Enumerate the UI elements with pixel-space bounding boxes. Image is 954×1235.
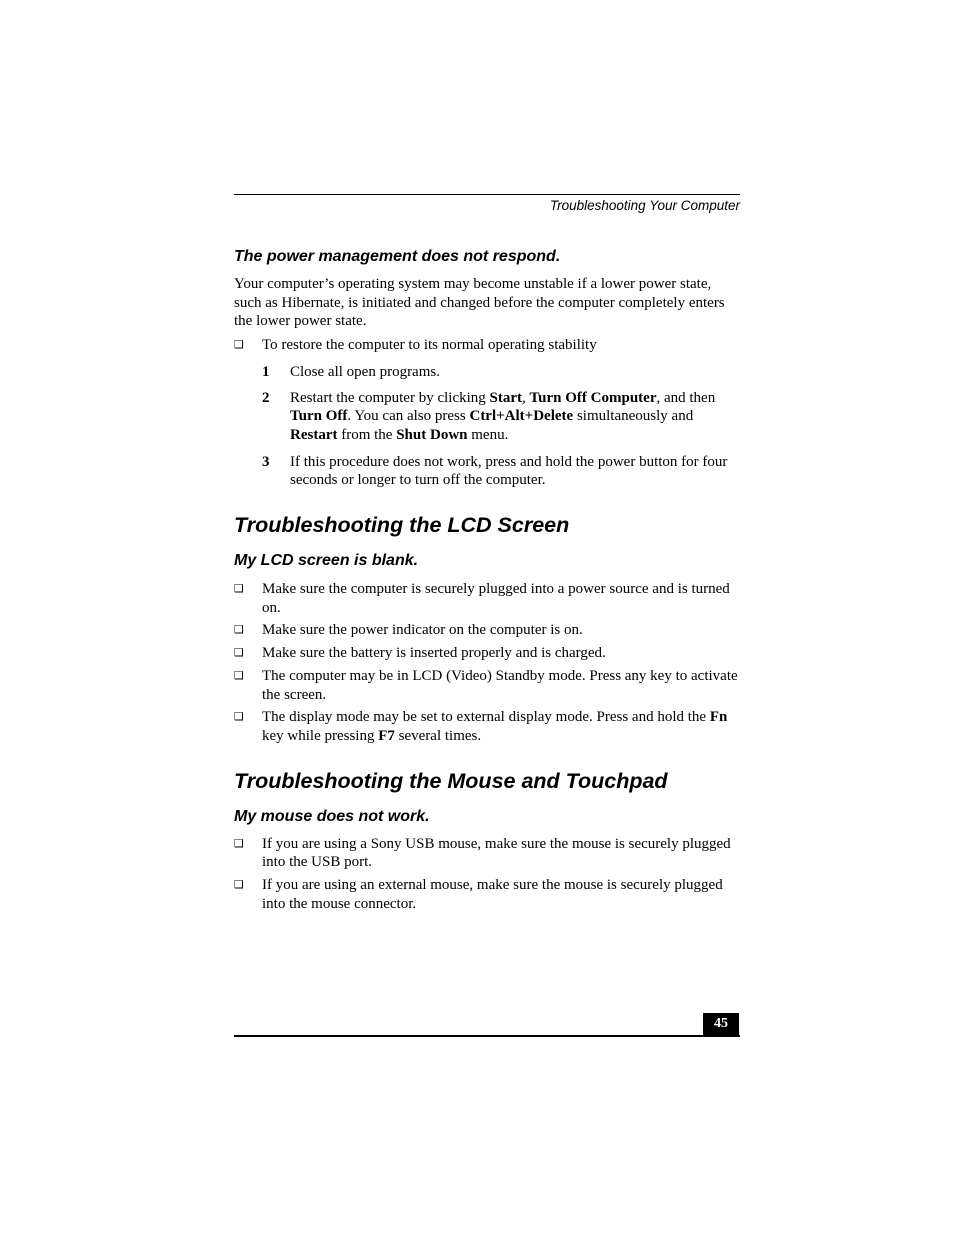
lcd-bullet-4 (234, 667, 740, 704)
checkbox-bullet-icon: ❑ (234, 646, 244, 660)
mouse-bullet-1 (234, 835, 740, 872)
bullet-text: If you are using an external mouse, make sure the mouse is securely plugged into the mouse connector. (262, 877, 723, 912)
step-3 (262, 453, 740, 490)
bullet-text: The display mode may be set to external display mode. Press and hold the Fn key while pressing F7 several times. (262, 709, 728, 744)
checkbox-bullet-icon: ❑ (234, 668, 244, 682)
bullet-text: Make sure the computer is securely plugged into a power source and is turned on. (262, 581, 730, 616)
mouse-section-title: Troubleshooting the Mouse and Touchpad (234, 768, 668, 793)
step-text: If this procedure does not work, press and hold the power button for four seconds or longer to turn off the computer. (290, 453, 728, 489)
page-number: 45 (703, 1013, 739, 1036)
checkbox-bullet-icon: ❑ (234, 878, 244, 892)
lcd-bullet-5 (234, 708, 740, 745)
bullet-text: The computer may be in LCD (Video) Standby mode. Press any key to activate the screen. (262, 667, 738, 703)
footer-rule (234, 1035, 740, 1037)
checkbox-bullet-icon: ❑ (234, 836, 244, 850)
bullet-text: Make sure the power indicator on the computer is on. (262, 622, 583, 639)
running-header: Troubleshooting Your Computer (549, 198, 740, 213)
step-1 (262, 363, 740, 382)
checkbox-bullet-icon: ❑ (234, 338, 244, 352)
header-rule (234, 194, 740, 195)
power-bullet (234, 336, 740, 355)
power-heading: The power management does not respond. (234, 248, 561, 265)
lcd-section-title: Troubleshooting the LCD Screen (234, 513, 570, 538)
lcd-bullet-2 (234, 621, 740, 640)
step-number: 3 (262, 453, 270, 470)
mouse-heading: My mouse does not work. (234, 807, 430, 825)
bullet-text: If you are using a Sony USB mouse, make sure the mouse is securely plugged into the USB port. (262, 835, 731, 871)
power-intro: Your computer’s operating system may become unstable if a lower power state, such as Hibernate, is initiated and changed before the computer completely enters the lower power state. (234, 276, 725, 330)
step-text: Close all open programs. (290, 363, 440, 380)
step-text: Restart the computer by clicking Start, Turn Off Computer, and then Turn Off. You can also press Ctrl+Alt+Delete simultaneously and Restart from the Shut Down menu. (290, 389, 716, 443)
lcd-bullet-1 (234, 580, 740, 617)
lcd-heading: My LCD screen is blank. (234, 552, 419, 570)
step-number: 1 (262, 363, 270, 380)
checkbox-bullet-icon: ❑ (234, 710, 244, 724)
page-content (234, 246, 740, 913)
bullet-text: Make sure the battery is inserted properly and is charged. (262, 645, 606, 662)
lcd-bullet-3 (234, 644, 740, 663)
checkbox-bullet-icon: ❑ (234, 582, 244, 596)
step-2 (262, 389, 740, 445)
bullet-text: To restore the computer to its normal operating stability (262, 337, 597, 354)
checkbox-bullet-icon: ❑ (234, 623, 244, 637)
step-number: 2 (262, 389, 270, 406)
mouse-bullet-2 (234, 876, 740, 913)
